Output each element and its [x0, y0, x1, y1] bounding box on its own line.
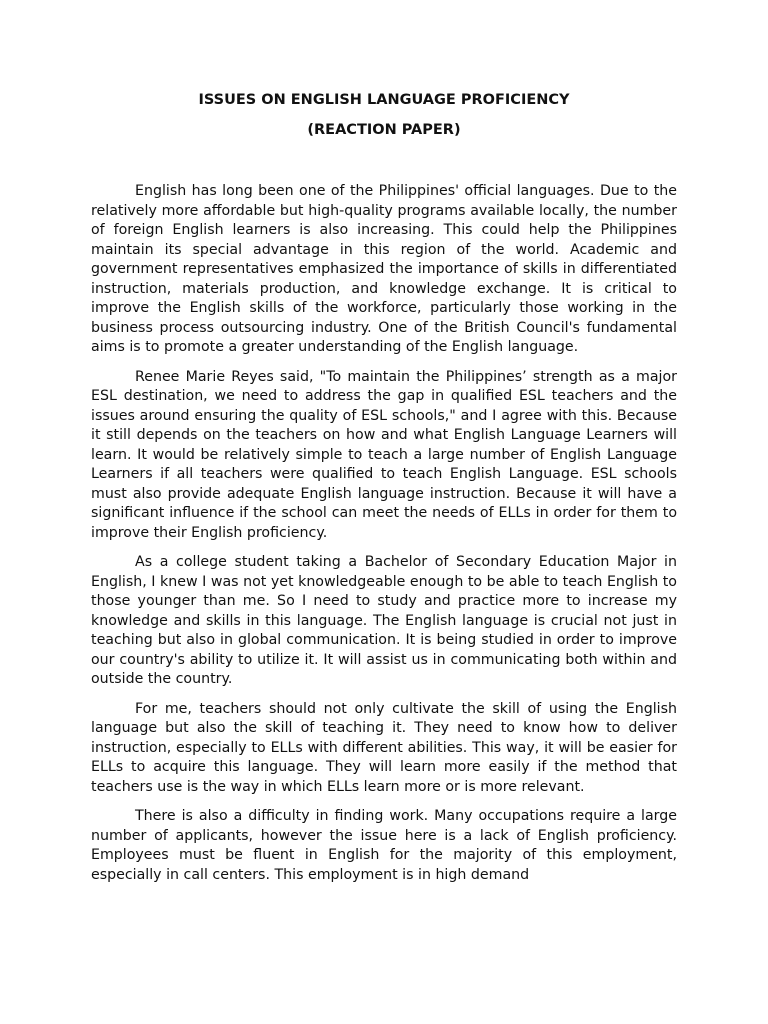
document-title: ISSUES ON ENGLISH LANGUAGE PROFICIENCY	[198, 92, 570, 108]
paragraph-2: Renee Marie Reyes said, "To maintain the Philippines’ strength as a major ESL destination, we need to address the gap in qualified ESL teachers and the issues around ensuring the quality of ESL schools," and I agree with this. Because it still depends on the teachers on how and what English Language Learners will learn. It would be relatively simple to teach a large number of English Language Learners if all teachers were qualified to teach English Language. ESL schools must also provide adequate English language instruction. Because it will have a significant influence if the school can meet the needs of ELLs in order for them to improve their English proficiency.	[91, 368, 677, 541]
paragraph-4: For me, teachers should not only cultivate the skill of using the English language but also the skill of teaching it. They need to know how to deliver instruction, especially to ELLs with different abilities. This way, it will be easier for ELLs to acquire this language. They will learn more easily if the method that teachers use is the way in which ELLs learn more or is more relevant.	[91, 700, 677, 795]
document-body	[91, 182, 677, 895]
paragraph-1: English has long been one of the Philippines' official languages. Due to the relatively more affordable but high-quality programs available locally, the number of foreign English learners is also increasing. This could help the Philippines maintain its special advantage in this region of the world. Academic and government representatives emphasized the importance of skills in differentiated instruction, materials production, and knowledge exchange. It is critical to improve the English skills of the workforce, particularly those working in the business process outsourcing industry. One of the British Council's fundamental aims is to promote a greater understanding of the English language.	[91, 183, 677, 355]
document-subtitle: (REACTION PAPER)	[307, 122, 461, 138]
paragraph-5: There is also a difficulty in finding work. Many occupations require a large number of applicants, however the issue here is a lack of English proficiency. Employees must be fluent in English for the majority of this employment, especially in call centers. This employment is in high demand	[91, 808, 677, 883]
paragraph-3: As a college student taking a Bachelor of Secondary Education Major in English, I knew I was not yet knowledgeable enough to be able to teach English to those younger than me. So I need to study and practice more to increase my knowledge and skills in this language. The English language is crucial not just in teaching but also in global communication. It is being studied in order to improve our country's ability to utilize it. It will assist us in communicating both within and outside the country.	[91, 554, 677, 687]
